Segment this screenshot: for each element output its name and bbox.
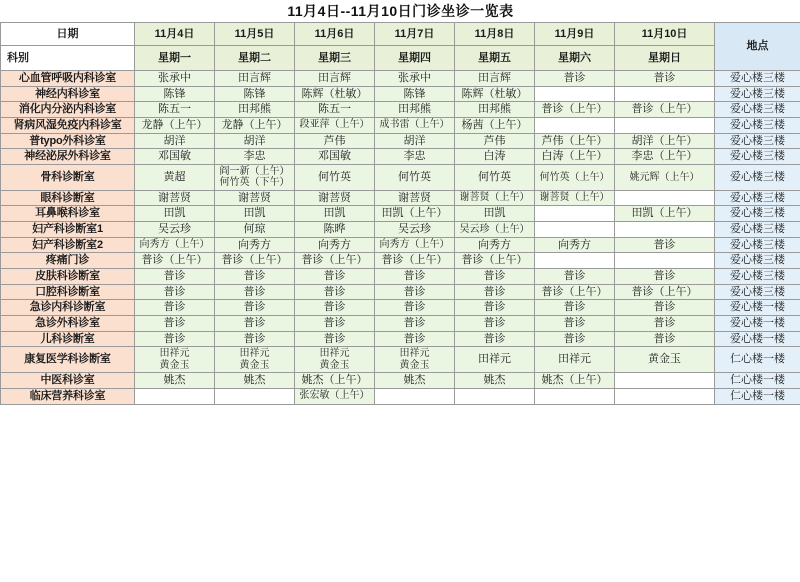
schedule-cell: 田凯: [215, 206, 295, 222]
schedule-cell: 陈辉（杜敏）: [455, 86, 535, 102]
location-cell: 爱心楼三楼: [715, 149, 800, 165]
schedule-cell: 田祥元 黄金玉: [135, 347, 215, 373]
schedule-cell: 田邦熊: [215, 102, 295, 118]
schedule-cell: 向秀方: [455, 237, 535, 253]
location-cell: 爱心楼三楼: [715, 164, 800, 190]
schedule-cell: 普诊: [295, 331, 375, 347]
schedule-cell: [615, 86, 715, 102]
schedule-cell: 胡洋: [375, 133, 455, 149]
location-cell: 爱心楼三楼: [715, 206, 800, 222]
schedule-cell: 邓国敏: [295, 149, 375, 165]
schedule-cell: 田祥元: [535, 347, 615, 373]
schedule-cell: 何琼: [215, 222, 295, 238]
schedule-cell: [535, 86, 615, 102]
location-cell: 仁心楼一楼: [715, 388, 800, 404]
header-date-4: 11月7日: [375, 23, 455, 46]
schedule-cell: 普诊: [535, 331, 615, 347]
location-cell: 爱心楼三楼: [715, 117, 800, 133]
dept-name-cell: 耳鼻喉科诊室: [1, 206, 135, 222]
schedule-cell: 田凯: [455, 206, 535, 222]
schedule-cell: 普诊（上午）: [295, 253, 375, 269]
location-cell: 爱心楼三楼: [715, 133, 800, 149]
location-cell: 爱心楼三楼: [715, 253, 800, 269]
header-date-5: 11月8日: [455, 23, 535, 46]
schedule-cell: [615, 373, 715, 389]
schedule-cell: 普诊: [135, 300, 215, 316]
schedule-cell: 陈锋: [135, 86, 215, 102]
schedule-cell: 普诊: [135, 284, 215, 300]
schedule-cell: 普诊: [135, 315, 215, 331]
schedule-cell: 普诊: [455, 300, 535, 316]
schedule-body: [1, 0, 800, 404]
schedule-cell: 普诊: [135, 331, 215, 347]
header-weekday-7: 星期日: [615, 46, 715, 71]
schedule-cell: 龙静（上午）: [215, 117, 295, 133]
schedule-cell: 普诊: [535, 71, 615, 87]
schedule-cell: 陈辉（杜敏）: [295, 86, 375, 102]
location-cell: 爱心楼三楼: [715, 284, 800, 300]
header-weekday-2: 星期二: [215, 46, 295, 71]
schedule-cell: 普诊（上午）: [375, 253, 455, 269]
schedule-cell: 成书雷（上午）: [375, 117, 455, 133]
schedule-cell: 普诊: [375, 269, 455, 285]
schedule-cell: 田祥元 黄金玉: [375, 347, 455, 373]
schedule-cell: 田邦熊: [375, 102, 455, 118]
dept-name-cell: 临床营养科诊室: [1, 388, 135, 404]
location-cell: 爱心楼三楼: [715, 237, 800, 253]
schedule-cell: 普诊: [295, 284, 375, 300]
header-weekday-5: 星期五: [455, 46, 535, 71]
header-date-label: 日期: [1, 23, 135, 46]
schedule-cell: 芦伟: [295, 133, 375, 149]
schedule-cell: 吴云珍（上午）: [455, 222, 535, 238]
header-date-3: 11月6日: [295, 23, 375, 46]
schedule-cell: 邓国敏: [135, 149, 215, 165]
schedule-cell: 陈五一: [295, 102, 375, 118]
schedule-cell: 普诊: [535, 315, 615, 331]
schedule-cell: 向秀方（上午）: [135, 237, 215, 253]
schedule-cell: 何竹英（上午）: [535, 164, 615, 190]
schedule-cell: 姚杰: [135, 373, 215, 389]
schedule-cell: 姚杰: [375, 373, 455, 389]
dept-name-cell: 妇产科诊断室1: [1, 222, 135, 238]
schedule-cell: 向秀方: [535, 237, 615, 253]
schedule-cell: 普诊: [215, 269, 295, 285]
header-date-6: 11月9日: [535, 23, 615, 46]
schedule-cell: 普诊: [615, 269, 715, 285]
schedule-cell: [135, 388, 215, 404]
schedule-cell: 芦伟（上午）: [535, 133, 615, 149]
schedule-cell: 田凯（上午）: [615, 206, 715, 222]
schedule-cell: 普诊: [455, 269, 535, 285]
location-cell: 爱心楼三楼: [715, 222, 800, 238]
schedule-cell: 何竹英: [295, 164, 375, 190]
schedule-cell: 白涛（上午）: [535, 149, 615, 165]
schedule-cell: 普诊: [455, 331, 535, 347]
schedule-cell: 田祥元 黄金玉: [215, 347, 295, 373]
schedule-cell: 谢菩贤（上午）: [535, 190, 615, 206]
schedule-cell: 李忠: [375, 149, 455, 165]
dept-name-cell: 消化内分泌内科诊室: [1, 102, 135, 118]
schedule-cell: 黄超: [135, 164, 215, 190]
location-cell: 仁心楼一楼: [715, 373, 800, 389]
schedule-cell: 普诊: [375, 284, 455, 300]
dept-name-cell: 神经泌尿外科诊室: [1, 149, 135, 165]
schedule-cell: 吴云珍: [135, 222, 215, 238]
header-weekday-1: 星期一: [135, 46, 215, 71]
schedule-cell: [535, 388, 615, 404]
schedule-cell: 普诊（上午）: [455, 253, 535, 269]
dept-name-cell: 急诊内科诊断室: [1, 300, 135, 316]
schedule-cell: [375, 388, 455, 404]
dept-name-cell: 骨科诊断室: [1, 164, 135, 190]
schedule-cell: 段亚萍（上午）: [295, 117, 375, 133]
schedule-cell: 普诊（上午）: [535, 102, 615, 118]
dept-name-cell: 眼科诊断室: [1, 190, 135, 206]
dept-name-cell: 妇产科诊断室2: [1, 237, 135, 253]
schedule-cell: 张承中: [135, 71, 215, 87]
schedule-cell: 向秀方: [215, 237, 295, 253]
header-location-label: 地点: [715, 23, 800, 71]
schedule-cell: [615, 117, 715, 133]
schedule-cell: 陈五一: [135, 102, 215, 118]
dept-name-cell: 普typo外科诊室: [1, 133, 135, 149]
dept-name-cell: 皮肤科诊断室: [1, 269, 135, 285]
schedule-cell: 姚杰: [215, 373, 295, 389]
dept-name-cell: 肾病风湿免疫内科诊室: [1, 117, 135, 133]
schedule-cell: [535, 253, 615, 269]
schedule-cell: 向秀方: [295, 237, 375, 253]
schedule-cell: 普诊: [615, 331, 715, 347]
schedule-cell: 普诊: [615, 315, 715, 331]
schedule-cell: [535, 222, 615, 238]
schedule-cell: 普诊（上午）: [135, 253, 215, 269]
schedule-cell: 谢菩贤: [215, 190, 295, 206]
schedule-cell: 田凯: [135, 206, 215, 222]
header-weekday-4: 星期四: [375, 46, 455, 71]
schedule-cell: [615, 253, 715, 269]
dept-name-cell: 神经内科诊室: [1, 86, 135, 102]
dept-name-cell: 中医科诊室: [1, 373, 135, 389]
location-cell: 爱心楼一楼: [715, 300, 800, 316]
location-cell: 爱心楼三楼: [715, 190, 800, 206]
schedule-cell: 普诊: [615, 237, 715, 253]
schedule-cell: 田祥元 黄金玉: [295, 347, 375, 373]
schedule-cell: 普诊（上午）: [615, 102, 715, 118]
schedule-cell: 张宏敏（上午）: [295, 388, 375, 404]
schedule-cell: 向秀方（上午）: [375, 237, 455, 253]
schedule-cell: 李忠: [215, 149, 295, 165]
schedule-cell: 普诊（上午）: [215, 253, 295, 269]
schedule-cell: 普诊: [295, 269, 375, 285]
schedule-cell: 普诊: [375, 315, 455, 331]
schedule-cell: 普诊: [375, 300, 455, 316]
schedule-cell: 李忠（上午）: [615, 149, 715, 165]
schedule-cell: 普诊: [215, 300, 295, 316]
schedule-cell: 胡洋（上午）: [615, 133, 715, 149]
schedule-cell: 陈锋: [375, 86, 455, 102]
schedule-cell: 谢菩贤: [295, 190, 375, 206]
location-cell: 爱心楼一楼: [715, 331, 800, 347]
schedule-cell: [535, 117, 615, 133]
schedule-cell: 普诊: [295, 300, 375, 316]
header-date-7: 11月10日: [615, 23, 715, 46]
schedule-cell: 普诊: [535, 269, 615, 285]
schedule-cell: 吴云珍: [375, 222, 455, 238]
schedule-cell: 普诊: [615, 300, 715, 316]
schedule-cell: 普诊: [455, 284, 535, 300]
schedule-cell: 陈晔: [295, 222, 375, 238]
schedule-cell: 姚杰（上午）: [535, 373, 615, 389]
dept-name-cell: 心血管呼吸内科诊室: [1, 71, 135, 87]
schedule-cell: 姚杰: [455, 373, 535, 389]
schedule-cell: 龙静（上午）: [135, 117, 215, 133]
header-date-2: 11月5日: [215, 23, 295, 46]
schedule-cell: 普诊: [615, 71, 715, 87]
schedule-cell: [535, 206, 615, 222]
schedule-cell: 胡洋: [215, 133, 295, 149]
location-cell: 爱心楼一楼: [715, 315, 800, 331]
schedule-cell: 普诊: [215, 315, 295, 331]
schedule-cell: 普诊: [375, 331, 455, 347]
header-dept-label: 科别: [1, 46, 135, 71]
schedule-cell: 白涛: [455, 149, 535, 165]
schedule-cell: 谢菩贤: [135, 190, 215, 206]
schedule-cell: 张承中: [375, 71, 455, 87]
schedule-cell: 阎一新（上午） 何竹英（下午）: [215, 164, 295, 190]
schedule-cell: 普诊: [455, 315, 535, 331]
schedule-cell: 田言辉: [215, 71, 295, 87]
location-cell: 爱心楼三楼: [715, 71, 800, 87]
schedule-cell: 田凯（上午）: [375, 206, 455, 222]
schedule-cell: 何竹英: [375, 164, 455, 190]
schedule-cell: 陈锋: [215, 86, 295, 102]
dept-name-cell: 康复医学科诊断室: [1, 347, 135, 373]
dept-name-cell: 儿科诊断室: [1, 331, 135, 347]
header-date-1: 11月4日: [135, 23, 215, 46]
dept-name-cell: 疼痛门诊: [1, 253, 135, 269]
schedule-cell: 田凯: [295, 206, 375, 222]
schedule-cell: 普诊: [135, 269, 215, 285]
schedule-cell: 谢菩贤: [375, 190, 455, 206]
page-title: 11月4日--11月10日门诊坐诊一览表: [1, 0, 800, 23]
schedule-cell: 普诊: [215, 284, 295, 300]
schedule-cell: 谢菩贤（上午）: [455, 190, 535, 206]
schedule-cell: [615, 190, 715, 206]
schedule-cell: [215, 388, 295, 404]
schedule-cell: 芦伟: [455, 133, 535, 149]
schedule-cell: 田言辉: [455, 71, 535, 87]
location-cell: 爱心楼三楼: [715, 269, 800, 285]
location-cell: 爱心楼三楼: [715, 86, 800, 102]
schedule-cell: 姚杰（上午）: [295, 373, 375, 389]
schedule-cell: 田邦熊: [455, 102, 535, 118]
location-cell: 仁心楼一楼: [715, 347, 800, 373]
schedule-cell: 普诊: [295, 315, 375, 331]
schedule-cell: 普诊: [535, 300, 615, 316]
header-weekday-3: 星期三: [295, 46, 375, 71]
schedule-cell: [615, 222, 715, 238]
location-cell: 爱心楼三楼: [715, 102, 800, 118]
schedule-cell: 普诊（上午）: [615, 284, 715, 300]
dept-name-cell: 口腔科诊断室: [1, 284, 135, 300]
schedule-cell: 普诊: [215, 331, 295, 347]
schedule-cell: 杨茜（上午）: [455, 117, 535, 133]
schedule-cell: 田言辉: [295, 71, 375, 87]
dept-name-cell: 急诊外科诊室: [1, 315, 135, 331]
schedule-cell: 何竹英: [455, 164, 535, 190]
header-weekday-6: 星期六: [535, 46, 615, 71]
schedule-cell: 胡洋: [135, 133, 215, 149]
schedule-cell: 姚元辉（上午）: [615, 164, 715, 190]
schedule-cell: 黄金玉: [615, 347, 715, 373]
schedule-cell: 普诊（上午）: [535, 284, 615, 300]
schedule-cell: 田祥元: [455, 347, 535, 373]
schedule-cell: [455, 388, 535, 404]
schedule-cell: [615, 388, 715, 404]
